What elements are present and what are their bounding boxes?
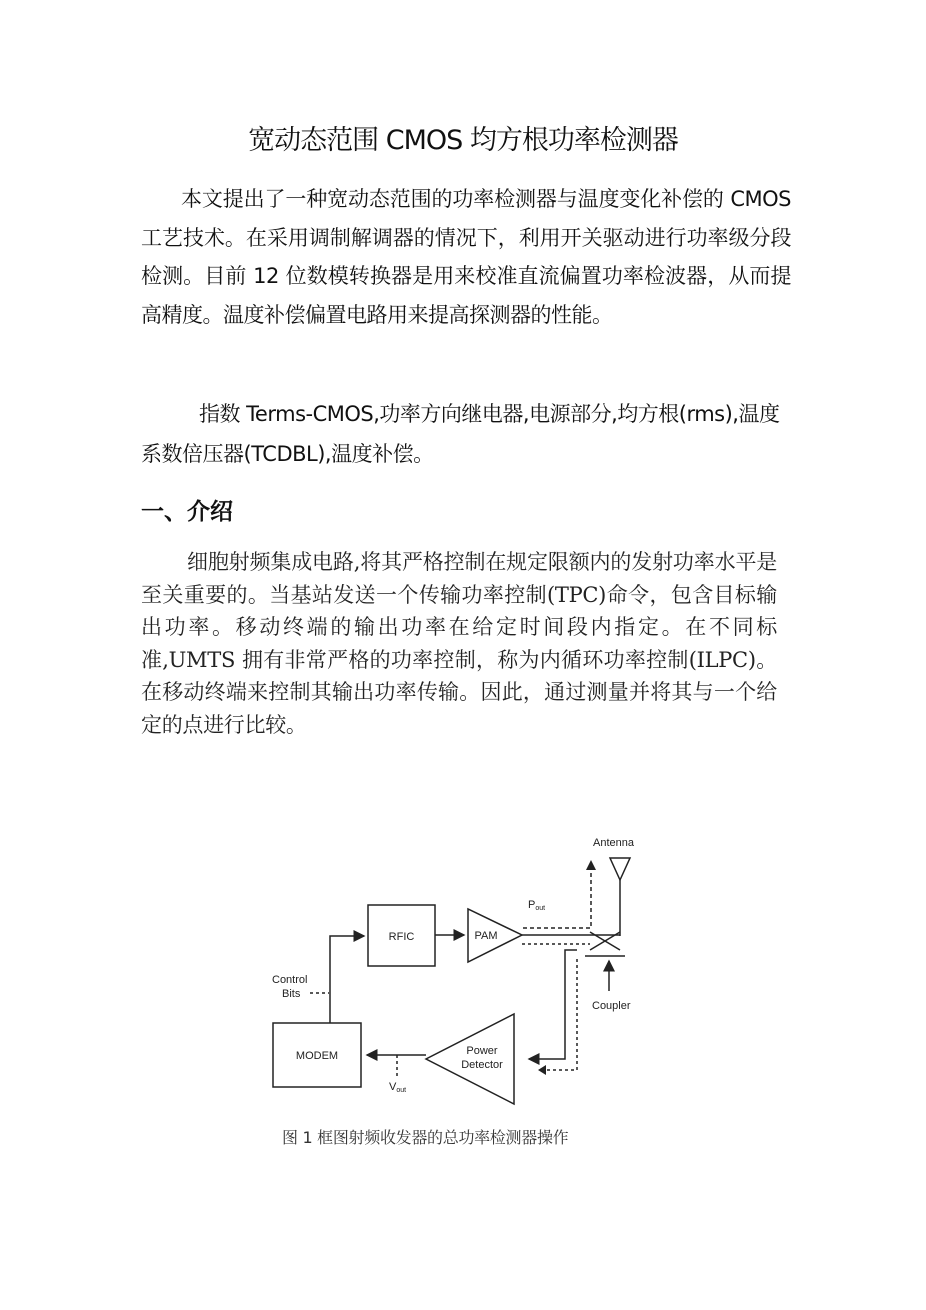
paper-title: 宽动态范围 CMOS 均方根功率检测器 [248,125,678,156]
introduction-paragraph: 细胞射频集成电路,将其严格控制在规定限额内的发射功率水平是至关重要的。当基站发送一个传输功率控制(TPC)命令，包含目标输出功率。移动终端的输出功率在给定时间段内指定。在不同标准,UMTS 拥有非常严格的功率控制，称为内循环功率控制(ILPC)。在移动终端来控制其输出功率传输。因此，通过测量并将其与一个给定的点进行比较。 [141,550,777,737]
dotted-arrowhead [538,1065,546,1075]
index-terms: 指数 Terms-CMOS,功率方向继电器,电源部分,均方根(rms),温度系数倍压器(TCDBL),温度补偿。 [141,402,780,466]
power-detector-label-line2: Detector [461,1059,503,1071]
coupler-label: Coupler [592,1000,631,1012]
pout-dotted-arrow [523,868,591,928]
rfic-label: RFIC [388,931,415,943]
figure-caption: 图 1 框图射频收发器的总功率检测器操作 [282,1128,569,1147]
abstract-paragraph: 本文提出了一种宽动态范围的功率检测器与温度变化补偿的 CMOS 工艺技术。在采用调制解调器的情况下，利用开关驱动进行功率级分段检测。目前 12 位数模转换器是用来校准直流偏置功率检波器，从而提高精度。温度补偿偏置电路用来提高探测器的性能。 [141,187,791,327]
pout-arrowhead [586,860,596,870]
vout-label: Vout [389,1081,407,1094]
coupler-dotted-path [546,959,577,1070]
power-detector-label-line1: Power [466,1045,498,1057]
modem-label: MODEM [295,1050,339,1062]
section-heading-introduction: 一、介绍 [141,499,233,525]
coupler-to-detector-line [529,950,577,1059]
antenna-label: Antenna [593,837,634,849]
block-diagram [260,828,660,1118]
bits-label: Bits [282,988,301,1000]
control-label: Control [272,974,308,986]
figure-block-diagram [260,828,660,1118]
antenna-icon [610,858,630,936]
pam-label: PAM [474,930,498,942]
modem-to-rfic-line [330,936,364,1023]
pout-label: Pout [528,899,546,912]
